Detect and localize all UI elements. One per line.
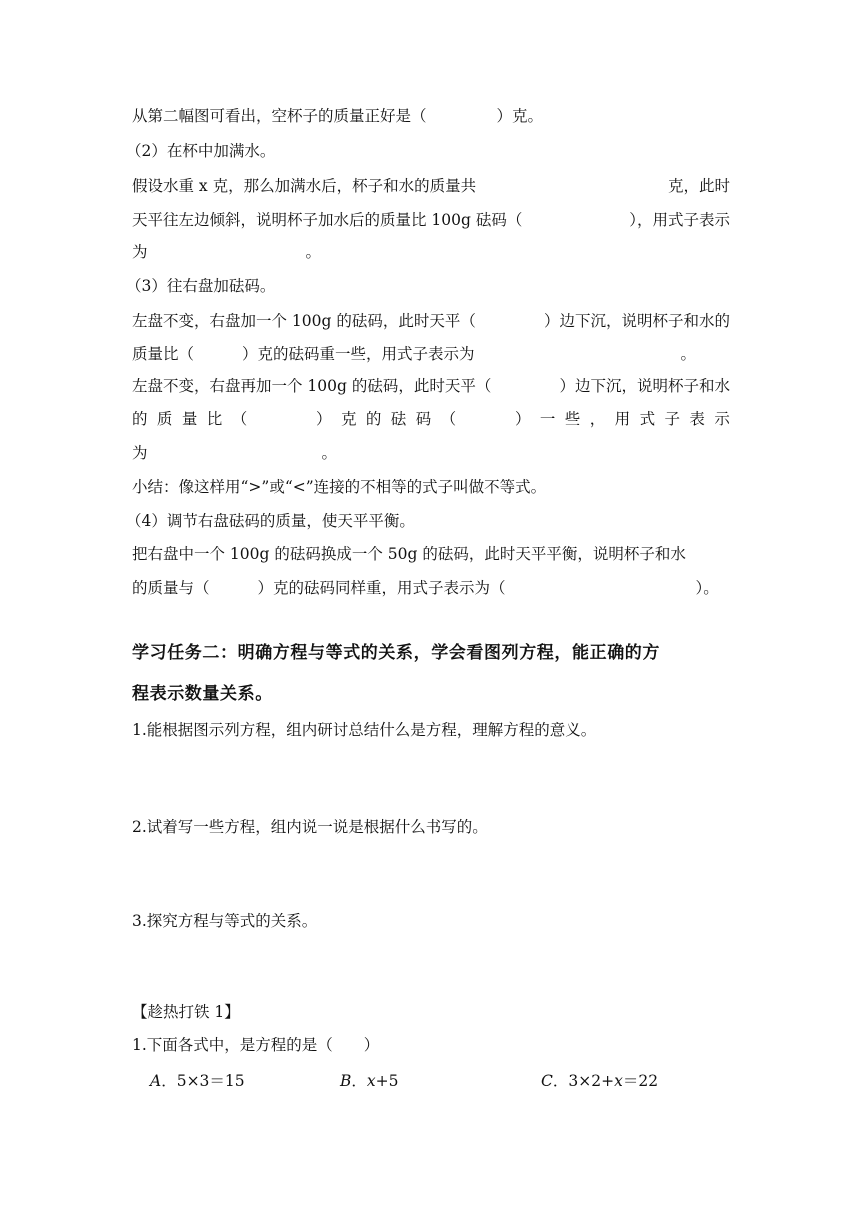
weight1-line-2-post: 。 [680, 345, 697, 363]
weight2-line-2-char: 的 [132, 410, 148, 428]
weight2-line-2-char: 码 [415, 410, 432, 428]
option-c-letter: C [541, 1072, 553, 1090]
exercise-title: 【趁热打铁 1】 [132, 1003, 240, 1021]
step-2-heading: （2）在杯中加满水。 [126, 142, 276, 160]
weight2-line-1 [132, 376, 730, 396]
option-a-letter: A [150, 1072, 162, 1090]
weight2-line-2 [132, 409, 730, 429]
weight2-line-2-char: 质 [156, 410, 173, 428]
option-b[interactable] [340, 1069, 399, 1091]
balance-line-1: 把右盘中一个 100g 的砝码换成一个 50g 的砝码，此时天平平衡，说明杯子和水 [132, 545, 686, 563]
weight2-line-2-char: 子 [664, 410, 680, 428]
exercise-question: 1.下面各式中，是方程的是（ ） [132, 1036, 380, 1054]
step-3-heading: （3）往右盘加砝码。 [126, 277, 276, 295]
step-4-heading: （4）调节右盘砝码的质量，使天平平衡。 [126, 512, 415, 530]
weight2-line-2-char: 表 [689, 410, 705, 428]
weight2-line-2-char: ， [589, 410, 606, 428]
weight2-line-2-char: 比 [206, 410, 223, 428]
water-line-3 [132, 242, 730, 262]
weight1-line-2 [132, 344, 730, 364]
water-line-3-pre: 为 [132, 243, 148, 261]
task2-heading-line-2: 程表示数量关系。 [132, 684, 273, 704]
weight2-line-2-char: 式 [639, 410, 656, 428]
water-line-2-post: ），用式子表示 [629, 211, 730, 229]
option-c[interactable] [541, 1069, 658, 1091]
weight2-line-2-char: （ [440, 410, 457, 428]
cup-mass-text-pre: 从第二幅图可看出，空杯子的质量正好是（ [132, 107, 427, 125]
balance-line-2 [132, 578, 730, 598]
weight1-line-2-mid: ）克的砝码重一些，用式子表示为 [242, 345, 475, 363]
task2-item-1: 1.能根据图示列方程，组内研讨总结什么是方程，理解方程的意义。 [132, 721, 597, 739]
task2-heading-line-1: 学习任务二：明确方程与等式的关系，学会看图列方程，能正确的方 [132, 643, 660, 663]
weight2-line-3-post: 。 [321, 444, 338, 462]
option-b-text: ．x+5 [351, 1072, 399, 1090]
weight2-line-2-char: 些 [564, 410, 581, 428]
weight2-line-3 [132, 443, 730, 463]
weight1-line-1 [132, 311, 730, 331]
option-a[interactable] [150, 1069, 245, 1091]
option-c-text: ．3×2+x＝22 [552, 1072, 659, 1090]
weight2-line-2-char: ） [514, 410, 531, 428]
weight2-line-2-char: 用 [614, 410, 631, 428]
weight2-line-3-pre: 为 [132, 444, 148, 462]
weight2-line-2-char: 示 [714, 410, 730, 428]
blank-weight2-compare[interactable] [466, 409, 506, 429]
weight1-line-1-post: ）边下沉，说明杯子和水的 [543, 312, 730, 330]
balance-line-2-post: ）。 [695, 579, 719, 597]
balance-line-2-pre: 的质量与（ [132, 579, 210, 597]
weight2-line-2-char: ） [316, 410, 332, 428]
water-line-2-pre: 天平往左边倾斜，说明杯子加水后的质量比 100g 砝码（ [132, 211, 523, 229]
task2-item-2: 2.试着写一些方程，组内说一说是根据什么书写的。 [132, 818, 488, 836]
weight2-line-2-char: 克 [340, 410, 357, 428]
weight2-line-1-post: ）边下沉，说明杯子和水 [559, 377, 730, 395]
option-b-letter: B [340, 1072, 352, 1090]
water-line-1 [132, 176, 730, 196]
weight1-line-2-pre: 质量比（ [132, 345, 195, 363]
weight2-line-2-char: （ [231, 410, 248, 428]
weight2-line-2-char: 的 [365, 410, 382, 428]
water-line-2 [132, 210, 730, 230]
water-line-1-pre: 假设水重 x 克，那么加满水后，杯子和水的质量共 [132, 177, 477, 195]
option-a-text: ．5×3＝15 [161, 1072, 245, 1090]
task2-item-3: 3.探究方程与等式的关系。 [132, 912, 318, 930]
weight2-line-2-char: 砝 [390, 410, 407, 428]
water-line-3-post: 。 [305, 243, 322, 261]
weight2-line-2-char: 一 [539, 410, 556, 428]
summary-line: 小结：像这样用“>”或“<”连接的不相等的式子叫做不等式。 [132, 478, 547, 496]
balance-line-2-mid: ）克的砝码同样重，用式子表示为（ [257, 579, 506, 597]
weight2-line-1-pre: 左盘不变，右盘再加一个 100g 的砝码，此时天平（ [132, 377, 492, 395]
weight2-line-2-char: 量 [181, 410, 198, 428]
cup-mass-line [132, 106, 730, 126]
weight1-line-1-pre: 左盘不变，右盘加一个 100g 的砝码，此时天平（ [132, 312, 476, 330]
blank-weight2-mass[interactable] [257, 409, 307, 429]
cup-mass-text-post: ）克。 [496, 107, 544, 125]
water-line-1-post: 克，此时 [667, 177, 730, 195]
